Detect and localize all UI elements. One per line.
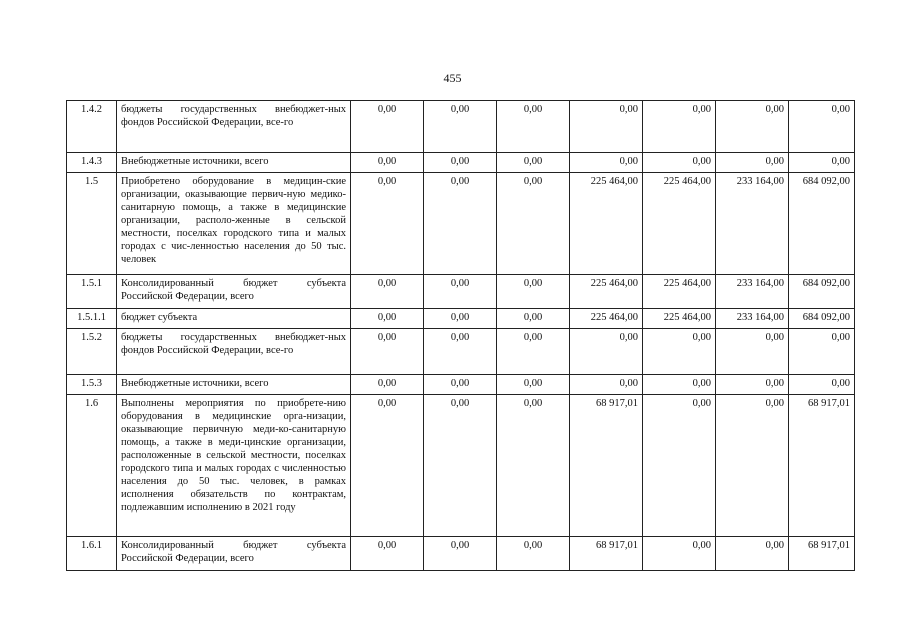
value-cell: 0,00 xyxy=(497,173,570,275)
value-cell: 0,00 xyxy=(716,537,789,571)
value-cell: 0,00 xyxy=(351,329,424,375)
row-code-cell: 1.5 xyxy=(67,173,117,275)
value-cell: 68 917,01 xyxy=(789,395,855,537)
value-cell: 0,00 xyxy=(424,153,497,173)
value-cell: 684 092,00 xyxy=(789,309,855,329)
value-cell: 0,00 xyxy=(351,173,424,275)
row-code-cell: 1.5.3 xyxy=(67,375,117,395)
table-row xyxy=(67,309,855,329)
value-cell: 225 464,00 xyxy=(570,309,643,329)
value-cell: 0,00 xyxy=(497,329,570,375)
value-cell: 0,00 xyxy=(570,101,643,153)
value-cell: 0,00 xyxy=(570,329,643,375)
value-cell: 233 164,00 xyxy=(716,275,789,309)
value-cell: 68 917,01 xyxy=(570,537,643,571)
value-cell: 0,00 xyxy=(351,375,424,395)
row-name-cell: Приобретено оборудование в медицин-ские организации, оказывающие первич-ную медико-санитарную помощь, а также в медицинские организации, располо-женные в сельской местности, поселках городского типа и малых городах с чис-ленностью населения до 50 тыс. человек xyxy=(117,173,351,275)
value-cell: 0,00 xyxy=(570,153,643,173)
row-name-cell: бюджет субъекта xyxy=(117,309,351,329)
row-code-cell: 1.5.1.1 xyxy=(67,309,117,329)
row-code-cell: 1.4.2 xyxy=(67,101,117,153)
table-row xyxy=(67,537,855,571)
value-cell: 68 917,01 xyxy=(570,395,643,537)
value-cell: 0,00 xyxy=(643,375,716,395)
table-row xyxy=(67,395,855,537)
value-cell: 225 464,00 xyxy=(643,309,716,329)
table-row xyxy=(67,101,855,153)
value-cell: 0,00 xyxy=(716,101,789,153)
value-cell: 684 092,00 xyxy=(789,173,855,275)
value-cell: 0,00 xyxy=(351,275,424,309)
value-cell: 0,00 xyxy=(424,101,497,153)
value-cell: 0,00 xyxy=(789,153,855,173)
row-name-cell: Внебюджетные источники, всего xyxy=(117,153,351,173)
value-cell: 0,00 xyxy=(424,173,497,275)
value-cell: 0,00 xyxy=(424,537,497,571)
value-cell: 0,00 xyxy=(497,375,570,395)
row-name-cell: Консолидированный бюджет субъекта Российской Федерации, всего xyxy=(117,537,351,571)
value-cell: 0,00 xyxy=(351,537,424,571)
value-cell: 225 464,00 xyxy=(570,275,643,309)
row-code-cell: 1.5.1 xyxy=(67,275,117,309)
value-cell: 225 464,00 xyxy=(643,173,716,275)
value-cell: 233 164,00 xyxy=(716,173,789,275)
page-number: 455 xyxy=(443,71,462,85)
value-cell: 0,00 xyxy=(424,329,497,375)
value-cell: 0,00 xyxy=(497,275,570,309)
table-row xyxy=(67,275,855,309)
row-code-cell: 1.6 xyxy=(67,395,117,537)
value-cell: 0,00 xyxy=(716,153,789,173)
value-cell: 0,00 xyxy=(424,275,497,309)
value-cell: 0,00 xyxy=(351,309,424,329)
value-cell: 0,00 xyxy=(643,153,716,173)
row-name-cell: Внебюджетные источники, всего xyxy=(117,375,351,395)
value-cell: 0,00 xyxy=(789,329,855,375)
value-cell: 0,00 xyxy=(643,537,716,571)
value-cell: 0,00 xyxy=(497,395,570,537)
row-code-cell: 1.5.2 xyxy=(67,329,117,375)
table-row xyxy=(67,153,855,173)
value-cell: 68 917,01 xyxy=(789,537,855,571)
row-name-cell: Выполнены мероприятия по приобрете-нию оборудования в медицинские орга-низации, оказывающие первичную меди-ко-санитарную помощь, а также в меди-цинские организации, расположенные в сельской местности, поселках городского типа и малых городах с численностью населения до 50 тыс. человек, в рамках исполнения обязательств по контрактам, подлежавшим исполнению в 2021 году xyxy=(117,395,351,537)
budget-table xyxy=(66,100,855,571)
value-cell: 0,00 xyxy=(643,329,716,375)
value-cell: 0,00 xyxy=(497,537,570,571)
table-row xyxy=(67,173,855,275)
value-cell: 233 164,00 xyxy=(716,309,789,329)
row-name-cell: Консолидированный бюджет субъекта Российской Федерации, всего xyxy=(117,275,351,309)
value-cell: 0,00 xyxy=(716,375,789,395)
value-cell: 0,00 xyxy=(424,395,497,537)
value-cell: 0,00 xyxy=(570,375,643,395)
value-cell: 0,00 xyxy=(351,101,424,153)
value-cell: 0,00 xyxy=(497,101,570,153)
value-cell: 0,00 xyxy=(643,395,716,537)
value-cell: 225 464,00 xyxy=(643,275,716,309)
value-cell: 0,00 xyxy=(424,309,497,329)
value-cell: 684 092,00 xyxy=(789,275,855,309)
value-cell: 0,00 xyxy=(789,101,855,153)
table-row xyxy=(67,375,855,395)
value-cell: 0,00 xyxy=(351,153,424,173)
value-cell: 0,00 xyxy=(716,395,789,537)
value-cell: 0,00 xyxy=(643,101,716,153)
value-cell: 0,00 xyxy=(716,329,789,375)
row-code-cell: 1.6.1 xyxy=(67,537,117,571)
value-cell: 0,00 xyxy=(424,375,497,395)
value-cell: 0,00 xyxy=(789,375,855,395)
value-cell: 0,00 xyxy=(497,153,570,173)
row-name-cell: бюджеты государственных внебюджет-ных фондов Российской Федерации, все-го xyxy=(117,101,351,153)
value-cell: 225 464,00 xyxy=(570,173,643,275)
row-code-cell: 1.4.3 xyxy=(67,153,117,173)
value-cell: 0,00 xyxy=(351,395,424,537)
row-name-cell: бюджеты государственных внебюджет-ных фондов Российской Федерации, все-го xyxy=(117,329,351,375)
value-cell: 0,00 xyxy=(497,309,570,329)
table-row xyxy=(67,329,855,375)
